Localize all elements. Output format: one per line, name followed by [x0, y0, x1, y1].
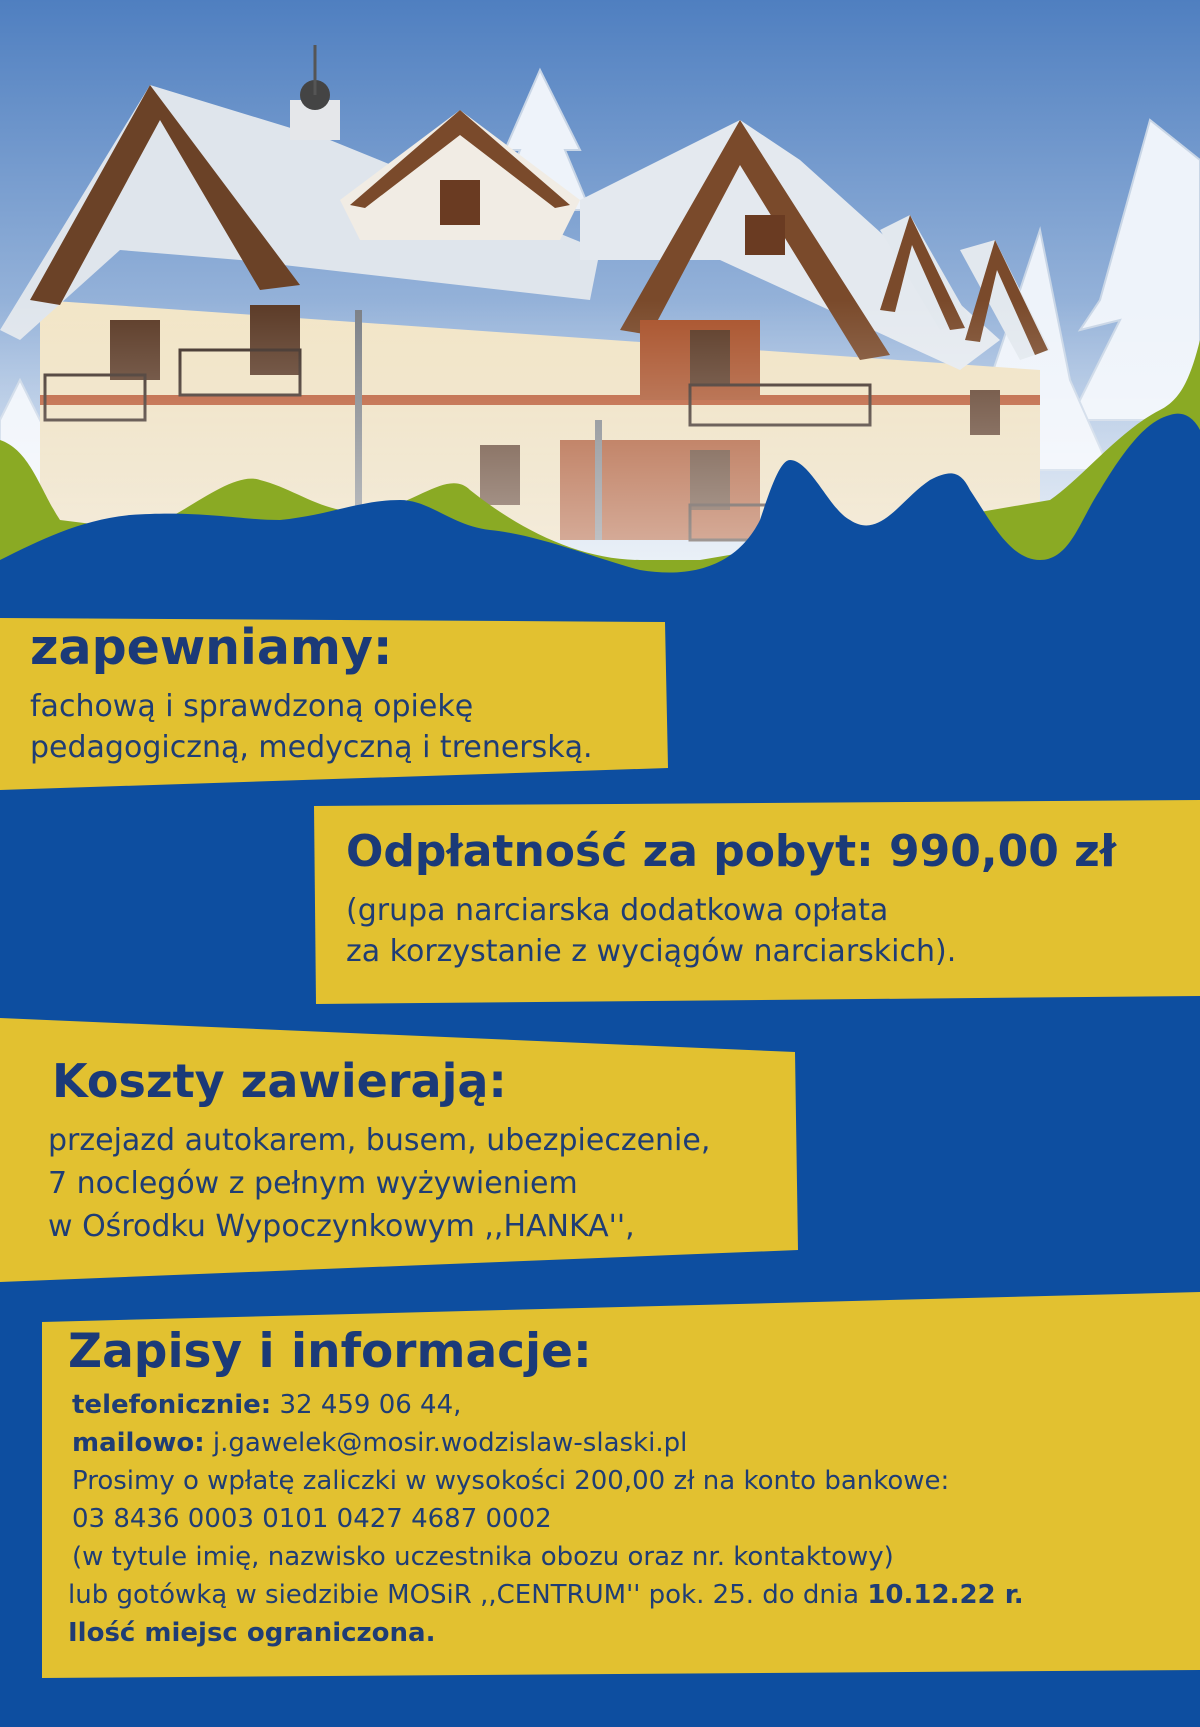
title-note: (w tytule imię, nazwisko uczestnika obozu oraz nr. kontaktowy) — [72, 1542, 894, 1572]
phone-value[interactable]: 32 459 06 44, — [271, 1390, 462, 1420]
limited-places — [68, 1614, 1178, 1652]
costs-line: w Ośrodku Wypoczynkowym ,,HANKA'', — [48, 1209, 635, 1244]
deadline: 10.12.22 r. — [867, 1580, 1024, 1610]
provision-line: fachową i sprawdzoną opiekę — [30, 689, 474, 724]
costs-line: 7 noclegów z pełnym wyżywieniem — [48, 1166, 578, 1201]
section-costs — [48, 1052, 788, 1247]
limited-text: Ilość miejsc ograniczona. — [68, 1618, 436, 1648]
price-note-line: (grupa narciarska dodatkowa opłata — [346, 893, 889, 928]
mail-line — [72, 1424, 1178, 1462]
mail-label: mailowo: — [72, 1428, 205, 1458]
cash-text: lub gotówką w siedzibie MOSiR ,,CENTRUM'' pok. 25. do dnia — [68, 1580, 868, 1610]
price-heading: Odpłatność za pobyt: 990,00 zł — [346, 826, 1117, 877]
provision-line: pedagogiczną, medyczną i trenerską. — [30, 730, 593, 765]
cash-line — [68, 1576, 1178, 1614]
payment-line: Prosimy o wpłatę zaliczki w wysokości 200,00 zł na konto bankowe: — [72, 1466, 950, 1496]
costs-heading: Koszty zawierają: — [52, 1054, 507, 1108]
section-registration — [68, 1322, 1178, 1652]
account-number: 03 8436 0003 0101 0427 4687 0002 — [72, 1504, 552, 1534]
phone-line — [72, 1386, 1178, 1424]
registration-heading: Zapisy i informacje: — [68, 1324, 592, 1379]
price-note-line: za korzystanie z wyciągów narciarskich). — [346, 934, 957, 969]
costs-line: przejazd autokarem, busem, ubezpieczenie, — [48, 1123, 711, 1158]
section-provision — [30, 618, 660, 768]
section-price — [346, 824, 1196, 972]
mail-value[interactable]: j.gawelek@mosir.wodzislaw-slaski.pl — [204, 1428, 688, 1458]
provision-heading: zapewniamy: — [30, 619, 393, 676]
phone-label: telefonicznie: — [72, 1390, 272, 1420]
